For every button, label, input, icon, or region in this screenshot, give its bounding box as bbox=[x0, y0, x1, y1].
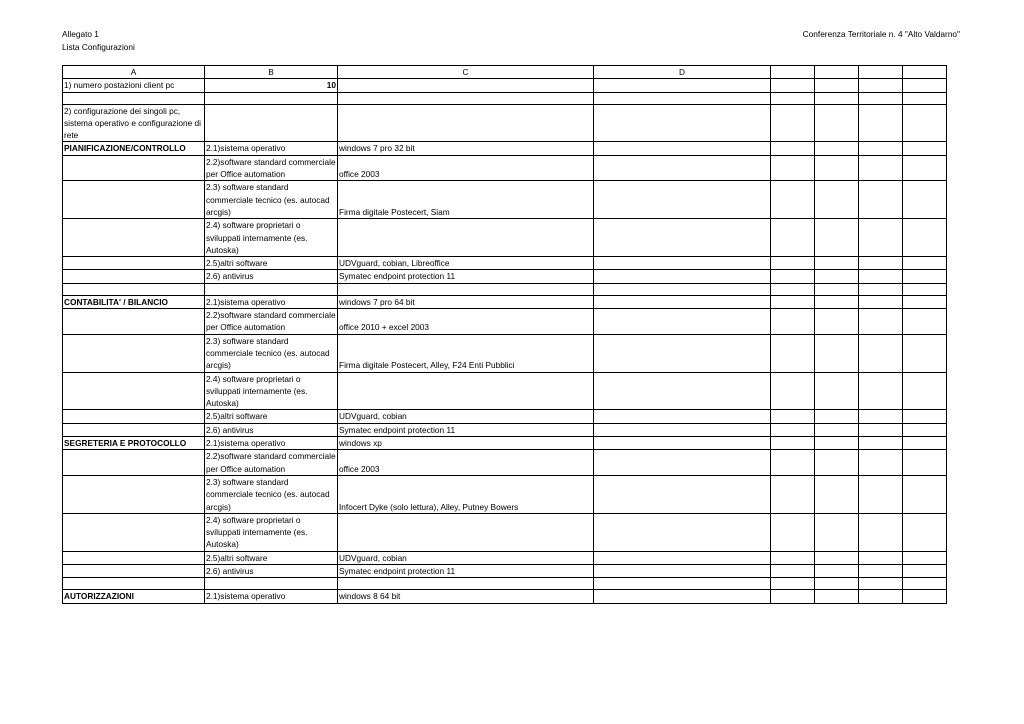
table-cell: Symatec endpoint protection 11 bbox=[338, 564, 594, 577]
table-cell bbox=[338, 578, 594, 590]
table-row bbox=[63, 551, 947, 564]
table-cell bbox=[859, 79, 903, 92]
table-cell bbox=[815, 257, 859, 270]
table-row bbox=[63, 564, 947, 577]
table-cell: Firma digitale Postecert, Siam bbox=[338, 181, 594, 219]
table-cell bbox=[594, 155, 771, 181]
table-cell bbox=[594, 513, 771, 551]
table-cell: 2.2)software standard commerciale per Office automation bbox=[206, 156, 336, 180]
table-cell bbox=[903, 79, 947, 92]
table-cell bbox=[594, 423, 771, 436]
table-cell bbox=[63, 475, 205, 513]
table-cell bbox=[771, 155, 815, 181]
table-cell bbox=[859, 104, 903, 142]
table-cell bbox=[903, 513, 947, 551]
table-cell bbox=[594, 551, 771, 564]
table-cell bbox=[771, 590, 815, 603]
table-cell: office 2003 bbox=[338, 155, 594, 181]
table-cell: SEGRETERIA E PROTOCOLLO bbox=[63, 437, 205, 450]
table-cell bbox=[594, 309, 771, 335]
table-cell bbox=[903, 334, 947, 372]
table-cell: windows 7 pro 64 bit bbox=[338, 295, 594, 308]
table-cell bbox=[815, 219, 859, 257]
table-cell bbox=[859, 270, 903, 283]
column-header: C bbox=[338, 66, 594, 79]
table-cell bbox=[771, 372, 815, 410]
table-cell bbox=[771, 513, 815, 551]
table-cell bbox=[594, 257, 771, 270]
table-cell: PIANIFICAZIONE/CONTROLLO bbox=[63, 142, 205, 155]
table-cell: windows xp bbox=[338, 437, 594, 450]
table-cell bbox=[594, 372, 771, 410]
table-cell bbox=[859, 372, 903, 410]
table-cell: windows 7 pro 32 bit bbox=[338, 142, 594, 155]
table-cell bbox=[815, 283, 859, 295]
table-cell: Symatec endpoint protection 11 bbox=[338, 270, 594, 283]
table-cell: AUTORIZZAZIONI bbox=[63, 590, 205, 603]
table-cell bbox=[903, 590, 947, 603]
table-cell bbox=[594, 283, 771, 295]
table-cell bbox=[903, 372, 947, 410]
table-cell bbox=[815, 423, 859, 436]
table-cell bbox=[338, 372, 594, 410]
table-cell: 2.5)altri software bbox=[205, 551, 338, 564]
table-cell bbox=[338, 283, 594, 295]
table-cell bbox=[859, 92, 903, 104]
table-cell bbox=[338, 513, 594, 551]
table-cell: Firma digitale Postecert, Alley, F24 Enti Pubblici bbox=[338, 334, 594, 372]
table-cell: 2.5)altri software bbox=[205, 257, 338, 270]
table-row bbox=[63, 372, 947, 410]
table-cell: 2.3) software standard commerciale tecnico (es. autocad arcgis) bbox=[205, 181, 338, 219]
table-cell bbox=[594, 219, 771, 257]
table-cell bbox=[771, 270, 815, 283]
table-cell bbox=[859, 437, 903, 450]
table-cell bbox=[815, 410, 859, 423]
table-row bbox=[63, 450, 947, 476]
table-cell bbox=[815, 155, 859, 181]
table-cell bbox=[771, 437, 815, 450]
table-cell bbox=[771, 551, 815, 564]
table-cell bbox=[771, 564, 815, 577]
table-cell bbox=[63, 283, 205, 295]
column-header: A bbox=[63, 66, 205, 79]
table-cell: office 2003 bbox=[338, 450, 594, 476]
table-cell: 2.2)software standard commerciale per Office automation bbox=[206, 451, 336, 474]
table-cell bbox=[859, 181, 903, 219]
table-cell bbox=[903, 423, 947, 436]
table-cell bbox=[903, 104, 947, 142]
table-cell: Infocert Dyke (solo lettura), Alley, Putney Bowers bbox=[338, 475, 594, 513]
table-cell bbox=[771, 450, 815, 476]
table-row bbox=[63, 590, 947, 603]
table-cell bbox=[903, 257, 947, 270]
table-cell bbox=[903, 142, 947, 155]
table-cell bbox=[594, 578, 771, 590]
table-cell bbox=[815, 295, 859, 308]
table-cell bbox=[859, 257, 903, 270]
table-row bbox=[63, 295, 947, 308]
table-cell bbox=[859, 564, 903, 577]
table-cell bbox=[594, 475, 771, 513]
table-cell bbox=[63, 564, 205, 577]
table-cell bbox=[903, 551, 947, 564]
table-cell: 2.4) software proprietari o sviluppati internamente (es. Autoska) bbox=[205, 219, 338, 257]
table-cell: windows 8 64 bit bbox=[338, 590, 594, 603]
table-cell bbox=[859, 283, 903, 295]
table-cell bbox=[903, 295, 947, 308]
table-cell bbox=[63, 181, 205, 219]
table-row bbox=[63, 79, 947, 92]
table-cell: 10 bbox=[205, 79, 338, 92]
table-cell bbox=[594, 564, 771, 577]
table-cell bbox=[594, 437, 771, 450]
table-cell bbox=[594, 270, 771, 283]
table-cell bbox=[771, 92, 815, 104]
table-cell: 2.2)software standard commerciale per Office automation bbox=[206, 310, 336, 333]
table-cell bbox=[859, 513, 903, 551]
table-cell bbox=[63, 334, 205, 372]
table-cell bbox=[903, 270, 947, 283]
table-cell bbox=[771, 295, 815, 308]
table-cell bbox=[903, 410, 947, 423]
table-cell: 2.4) software proprietari o sviluppati internamente (es. Autoska) bbox=[205, 372, 338, 410]
table-cell bbox=[815, 104, 859, 142]
table-cell bbox=[771, 283, 815, 295]
table-cell: 2.1)sistema operativo bbox=[205, 142, 338, 155]
table-cell bbox=[63, 578, 205, 590]
table-cell bbox=[903, 475, 947, 513]
table-row bbox=[63, 92, 947, 104]
column-header bbox=[859, 66, 903, 79]
table-cell: UDVguard, cobian, Libreoffice bbox=[338, 257, 594, 270]
table-cell bbox=[771, 219, 815, 257]
table-cell bbox=[815, 79, 859, 92]
table-cell bbox=[63, 423, 205, 436]
table-cell bbox=[771, 79, 815, 92]
table-cell bbox=[205, 578, 338, 590]
table-cell: 1) numero postazioni client pc bbox=[63, 79, 205, 92]
column-header bbox=[903, 66, 947, 79]
table-row bbox=[63, 181, 947, 219]
table-cell: 2.3) software standard commerciale tecnico (es. autocad arcgis) bbox=[205, 334, 338, 372]
table-cell bbox=[903, 309, 947, 335]
table-cell: office 2010 + excel 2003 bbox=[338, 309, 594, 335]
table-cell bbox=[903, 219, 947, 257]
configuration-table bbox=[62, 65, 947, 604]
table-cell bbox=[63, 270, 205, 283]
table-cell bbox=[903, 437, 947, 450]
table-row bbox=[63, 437, 947, 450]
column-header: B bbox=[205, 66, 338, 79]
table-cell bbox=[815, 181, 859, 219]
table-cell bbox=[815, 372, 859, 410]
table-cell bbox=[903, 155, 947, 181]
table-row bbox=[63, 142, 947, 155]
table-cell bbox=[903, 283, 947, 295]
table-cell: 2.1)sistema operativo bbox=[205, 437, 338, 450]
table-cell bbox=[903, 181, 947, 219]
table-cell bbox=[594, 410, 771, 423]
table-cell bbox=[815, 578, 859, 590]
table-cell bbox=[63, 257, 205, 270]
table-cell bbox=[903, 564, 947, 577]
table-cell bbox=[594, 590, 771, 603]
table-cell bbox=[815, 475, 859, 513]
table-cell bbox=[771, 410, 815, 423]
table-cell bbox=[63, 219, 205, 257]
table-cell bbox=[594, 142, 771, 155]
document-header-left bbox=[62, 28, 135, 53]
table-cell bbox=[594, 92, 771, 104]
table-cell: 2.3) software standard commerciale tecnico (es. autocad arcgis) bbox=[205, 475, 338, 513]
table-cell bbox=[771, 475, 815, 513]
table-cell bbox=[815, 142, 859, 155]
table-cell: 2.6) antivirus bbox=[205, 270, 338, 283]
table-cell bbox=[859, 142, 903, 155]
table-row bbox=[63, 513, 947, 551]
table-cell bbox=[815, 309, 859, 335]
table-cell bbox=[63, 92, 205, 104]
table-cell bbox=[63, 372, 205, 410]
table-cell: Symatec endpoint protection 11 bbox=[338, 423, 594, 436]
table-cell bbox=[771, 257, 815, 270]
document-header-right: Conferenza Territoriale n. 4 "Alto Valdarno" bbox=[802, 29, 960, 39]
table-cell bbox=[903, 450, 947, 476]
table-cell bbox=[338, 92, 594, 104]
table-row bbox=[63, 309, 947, 335]
table-cell bbox=[859, 590, 903, 603]
table-cell bbox=[63, 410, 205, 423]
table-cell bbox=[63, 450, 205, 476]
column-header: D bbox=[594, 66, 771, 79]
table-row bbox=[63, 578, 947, 590]
column-header bbox=[815, 66, 859, 79]
table-cell bbox=[859, 423, 903, 436]
table-cell bbox=[594, 79, 771, 92]
table-cell bbox=[859, 334, 903, 372]
table-cell bbox=[594, 104, 771, 142]
table-cell: CONTABILITA' / BILANCIO bbox=[63, 295, 205, 308]
column-header-row bbox=[63, 66, 947, 79]
table-cell bbox=[63, 309, 205, 335]
table-row bbox=[63, 283, 947, 295]
table-body bbox=[63, 66, 947, 604]
table-cell bbox=[815, 551, 859, 564]
table-cell bbox=[815, 334, 859, 372]
table-cell bbox=[859, 219, 903, 257]
table-cell bbox=[815, 564, 859, 577]
table-cell bbox=[815, 270, 859, 283]
column-header bbox=[771, 66, 815, 79]
table-cell bbox=[859, 155, 903, 181]
table-cell bbox=[771, 334, 815, 372]
table-cell bbox=[338, 219, 594, 257]
table-cell bbox=[771, 142, 815, 155]
table-cell bbox=[594, 181, 771, 219]
table-row bbox=[63, 410, 947, 423]
table-cell bbox=[771, 578, 815, 590]
table-row bbox=[63, 219, 947, 257]
table-cell bbox=[859, 578, 903, 590]
table-cell bbox=[815, 590, 859, 603]
table-cell bbox=[815, 513, 859, 551]
attachment-label: Allegato 1 bbox=[62, 29, 99, 39]
table-cell bbox=[594, 450, 771, 476]
table-cell: 2) configurazione dei singoli pc, sistema operativo e configurazione di rete bbox=[63, 104, 205, 142]
table-cell: UDVguard, cobian bbox=[338, 551, 594, 564]
table-cell bbox=[771, 309, 815, 335]
table-row bbox=[63, 334, 947, 372]
table-cell bbox=[594, 295, 771, 308]
table-cell bbox=[338, 79, 594, 92]
table-cell: 2.4) software proprietari o sviluppati internamente (es. Autoska) bbox=[205, 513, 338, 551]
table-cell bbox=[771, 181, 815, 219]
table-cell bbox=[859, 450, 903, 476]
table-cell: 2.1)sistema operativo bbox=[205, 295, 338, 308]
table-cell bbox=[205, 104, 338, 142]
table-cell bbox=[815, 437, 859, 450]
table-cell bbox=[859, 295, 903, 308]
table-cell bbox=[771, 104, 815, 142]
table-cell bbox=[903, 92, 947, 104]
table-cell bbox=[63, 551, 205, 564]
table-cell bbox=[859, 309, 903, 335]
table-row bbox=[63, 270, 947, 283]
table-cell: UDVguard, cobian bbox=[338, 410, 594, 423]
table-cell bbox=[903, 578, 947, 590]
table-cell: 2.5)altri software bbox=[205, 410, 338, 423]
table-cell bbox=[859, 410, 903, 423]
table-cell bbox=[338, 104, 594, 142]
table-cell bbox=[63, 513, 205, 551]
table-row bbox=[63, 475, 947, 513]
table-cell: 2.6) antivirus bbox=[205, 564, 338, 577]
table-cell: 2.1)sistema operativo bbox=[205, 590, 338, 603]
table-cell bbox=[859, 475, 903, 513]
table-cell bbox=[859, 551, 903, 564]
table-row bbox=[63, 155, 947, 181]
document-title: Lista Configurazioni bbox=[62, 41, 135, 52]
table-row bbox=[63, 257, 947, 270]
table-cell: 2.6) antivirus bbox=[205, 423, 338, 436]
table-cell bbox=[63, 155, 205, 181]
table-cell bbox=[815, 92, 859, 104]
table-row bbox=[63, 423, 947, 436]
table-cell bbox=[815, 450, 859, 476]
table-cell bbox=[594, 334, 771, 372]
table-cell bbox=[205, 283, 338, 295]
table-cell bbox=[205, 92, 338, 104]
table-cell bbox=[771, 423, 815, 436]
table-row bbox=[63, 104, 947, 142]
